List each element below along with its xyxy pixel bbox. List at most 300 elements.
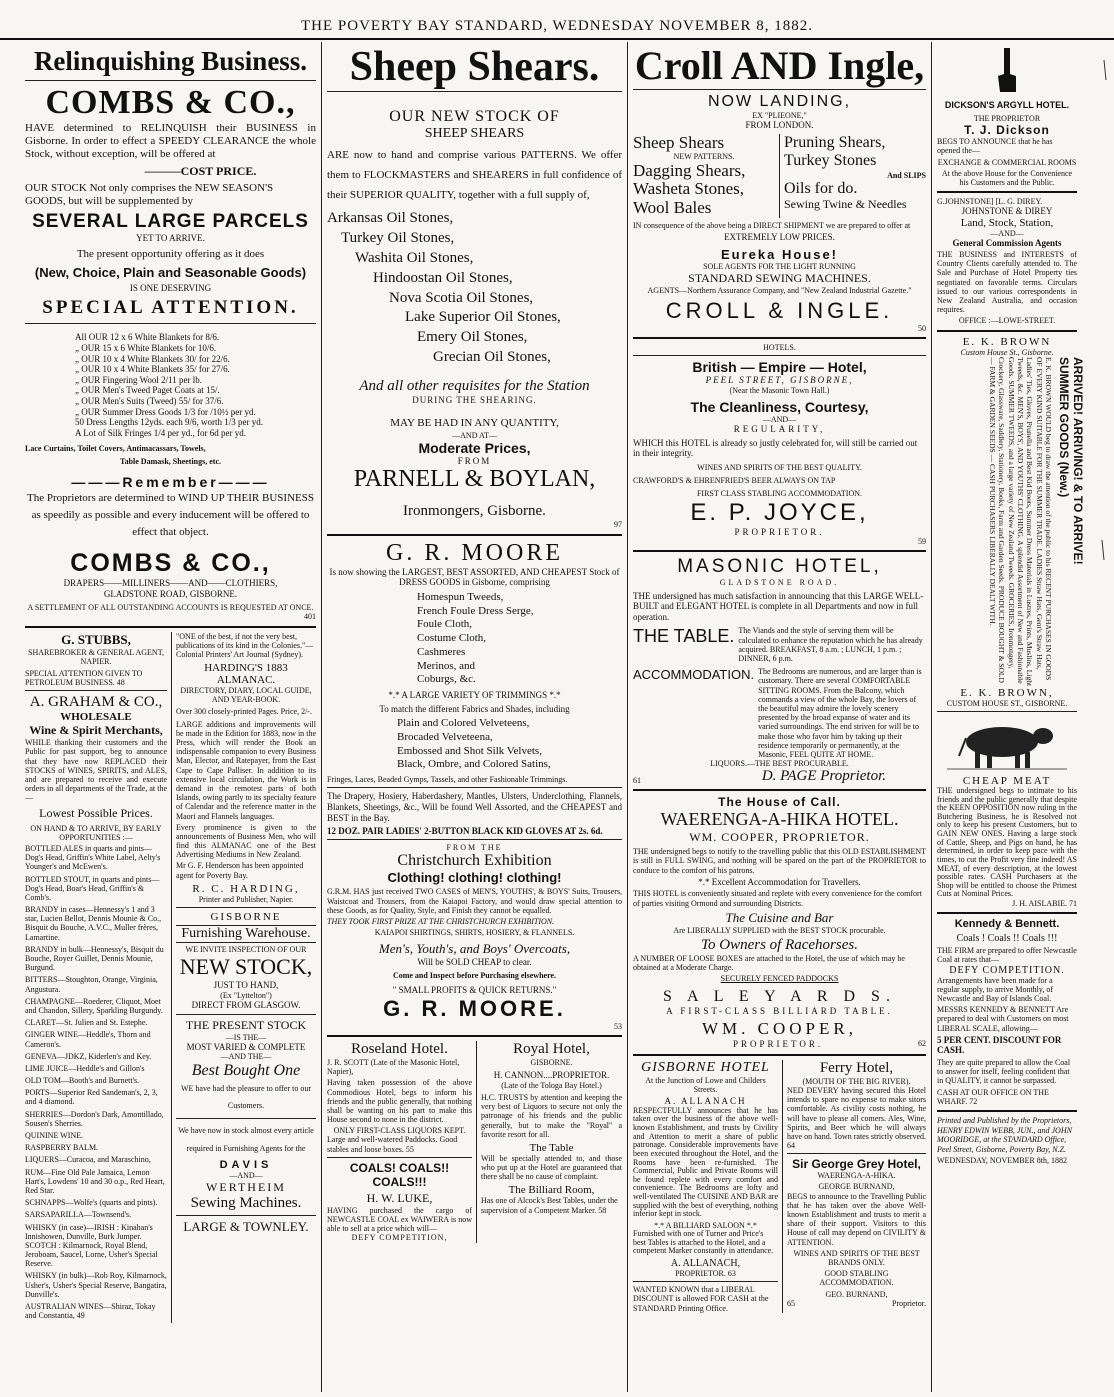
royal-title: Royal Hotel,	[513, 1040, 590, 1057]
during-shearing: DURING THE SHEARING.	[412, 394, 537, 405]
list-item: GENEVA—JDKZ, Kiderlen's and Key.	[25, 1051, 152, 1061]
column-1-lower	[25, 632, 316, 1324]
scott-text: Having taken possession of the above Commodious Hotel, begs to inform his friends and the public generally, that nothing shall be wanting on his part to make this House second to none in the district.	[327, 1078, 472, 1125]
list-item: Wool Bales	[633, 198, 712, 218]
sole-agents: SOLE AGENTS FOR THE LIGHT RUNNING	[703, 261, 856, 271]
list-item: „ OUR Fingering Wool 2/11 per lb.	[75, 374, 203, 385]
near-masonic: (Near the Masonic Town Hall.)	[729, 385, 830, 395]
masonic-hotel: MASONIC HOTEL,	[677, 556, 882, 578]
list-item: „ OUR 10 x 4 White Blankets 35/ for 27/6.	[75, 364, 230, 375]
convenience: At the above House for the Convenience his Customers and the Public.	[941, 168, 1073, 187]
discount: 5 PER CENT. DISCOUNT FOR CASH.	[937, 1034, 1062, 1056]
list-item: Washita Oil Stones,	[355, 249, 474, 266]
list-item: 50 Dress Lengths 12yds. each 9/6, worth 1/3 per yd.	[75, 417, 263, 428]
column-3-lower-left	[633, 1060, 778, 1313]
stubbs-name: G. STUBBS,	[61, 631, 131, 647]
list-item: LIME JUICE—Heddle's and Gillon's	[25, 1063, 145, 1073]
harding-subtitle: DIRECTORY, DIARY, LOCAL GUIDE, AND YEAR-BOOK.	[180, 686, 312, 705]
british-empire: British — Empire — Hotel,	[692, 359, 867, 376]
list-item: Black, Ombre, and Colored Satins,	[397, 758, 551, 771]
liquors: LIQUORS.—THE BEST PROCURABLE.	[710, 759, 849, 769]
brown-text: E. K. BROWN WOULD beg to draw the attention of the public to his RECENT PURCHASES IN GOODS OF EVERY KIND SUITABLE FOR THE SUMMER TRADE. LADIES Straw Hats, Gent's Straw Hats, Ladies' Ties, Gloves, Prunella and Best Kid Boots, Summer Dress Materials in Lustres, Prints, Muslins, Light Tweeds, &c. MEN'S, BOYS', AND YOUTHS' CLOTHING. A splendid Assortment of New and Fashionable Goods. SUMMER TWEEDS, and a large variety of New Zealand Tweeds. GROCERIES, Ironmongery, Crockery, Glassware, Saddlery, Stationery, Books, Farm and Garden Seeds. PRODUCE BOUGHT & SOLD — FARM & GARDEN SEEDS — CASH PURCHASERS LIBERALLY DEALT WITH.	[987, 356, 1054, 686]
list-item: BRANDY in bulk—Hennessy's, Bisquit du Bouche, Royer Guillet, Dennis Mounie, Burgund.	[25, 944, 164, 973]
list-item: Lake Superior Oil Stones,	[405, 309, 561, 326]
direct-glasgow: DIRECT FROM GLASGOW.	[191, 1000, 301, 1011]
harding-text-2: Every prominence is given to the announcements of Business Men, who will find this ALMANAC one of the Best Advertising Mediums in New Zealand.	[176, 822, 316, 860]
billiard-room: The Billiard Room,	[508, 1184, 595, 1197]
list-item: OLD TOM—Booth's and Burnett's.	[25, 1076, 140, 1086]
new-choice: (New, Choice, Plain and Seasonable Goods)	[34, 264, 307, 280]
devery-text: NED DEVERY having secured this Hotel intends to spare no expense to make sitors comfortable. As civility costs nothing, he will have to please all comers. Ales, Wine, Spirits, and Beer which he will always have on hand. Town rates strictly observed. 64	[787, 1085, 926, 1151]
list-item: Washeta Stones,	[633, 179, 744, 199]
summer-goods: SUMMER GOODS (New.)	[1056, 356, 1071, 498]
first-prize: THEY TOOK FIRST PRIZE AT THE CHRISTCHURCH EXHIBITION.	[327, 917, 555, 926]
allanach-text: RESPECTFULLY announces that he has taken over the business of the above well-known Establishment, and trusts by Civility and Attention to merit a share of public patronage. Considerable improvements have been executed throughout the Hotel, and the Rooms have been re-furnished. The Commercial, Public and Private Rooms will be found replete with every comfort and convenience. The Bedrooms are lofty and well-ventilated The CUISINE AND BAR are supplied with the best of everything, nothing inferior kept in stock.	[633, 1105, 778, 1219]
agents-line: AGENTS—Northern Assurance Company, and "New Zealand Industrial Gazette."	[647, 285, 912, 295]
gloves: 12 DOZ. PAIR LADIES' 2-BUTTON BLACK KID GLOVES AT 2s. 6d.	[327, 826, 603, 837]
cooper-proprietor: WM. COOPER, PROPRIETOR.	[689, 830, 870, 845]
list-item: And SLIPS	[887, 170, 926, 180]
list-item: Sheep Shears	[633, 132, 725, 152]
kennedy-bennett: Kennedy & Bennett.	[954, 918, 1060, 931]
brown-head: E. K. BROWN	[962, 335, 1052, 348]
column-2-lower-right	[476, 1041, 622, 1243]
gisborne-label: GISBORNE	[210, 911, 282, 924]
list-item: RUM—Fine Old Pale Jamaica, Lemon Hart's, Lowdens' 10 and 30 o.p., Red Heart, Red Star.	[25, 1167, 165, 1195]
list-item: „ OUR Men's Tweed Paget Coats at 15/.	[75, 385, 220, 396]
cash-wharf: CASH AT OUR OFFICE ON THE WHARF. 72	[937, 1087, 1049, 1106]
list-item: Emery Oil Stones,	[417, 329, 528, 346]
list-item: Arkansas Oil Stones,	[327, 210, 454, 227]
page-fold-marks	[1096, 60, 1110, 560]
cannon-name: H. CANNON....PROPRIETOR.	[493, 1070, 610, 1081]
ad-number: 97	[614, 520, 622, 530]
allanach-name-2: A. ALLANACH,	[670, 1257, 741, 1269]
brown-name-2: E. K. BROWN,	[960, 686, 1054, 699]
on-hand: ON HAND & TO ARRIVE, BY EARLY OPPORTUNITIES :—	[30, 823, 162, 842]
the-proprietor: THE PROPRIETOR	[973, 114, 1041, 123]
low-prices: EXTREMELY LOW PRICES.	[724, 231, 835, 242]
column-3	[628, 42, 932, 1392]
price-list	[25, 332, 316, 438]
mouth: (MOUTH OF THE BIG RIVER).	[802, 1076, 911, 1086]
graham-name: A. GRAHAM & CO.,	[29, 694, 163, 711]
argyll-hotel: DICKSON'S ARGYLL HOTEL.	[944, 100, 1070, 110]
messrs: MESSRS KENNEDY & BENNETT Are prepared to deal with Customers on most LIBERAL SCALE, allowing—	[937, 1005, 1069, 1033]
list-item: LIQUERS—Curacoa, and Maraschino,	[25, 1155, 151, 1165]
list-item: SHERRIES—Dordon's Dark, Amontillado, Sousen's Sherries.	[25, 1109, 164, 1128]
land-stock: Land, Stock, Station,	[960, 216, 1054, 229]
only-first: ONLY FIRST-CLASS LIQUORS KEPT.	[333, 1126, 466, 1136]
allanach-proprietor: PROPRIETOR. 63	[675, 1268, 736, 1278]
paddocks: Large and well-watered Paddocks. Good stables and loose boxes. 55	[327, 1135, 458, 1154]
masonic-text: THE undersigned has much satisfaction in announcing that this LARGE WELL-BUILT and ELEGANT HOTEL is complete in all Departments and now in full operation.	[633, 590, 924, 622]
ad-number: 62	[918, 1039, 926, 1049]
wind-up: The Proprietors are determined to WIND UP THEIR BUSINESS as speedily as possible and every inducement will be offered to effect that object.	[27, 491, 314, 538]
list-item: Cashmeres	[417, 645, 466, 658]
hc-text: H.C. TRUSTS by attention and keeping the very best of Liquors to secure not only the patronage of his friends and the public generally, but to make the "Royal" a favorite resort for all.	[481, 1092, 622, 1139]
harding-text: LARGE additions and improvements will be made in the Edition for 1883, now in the Press, which will render the Book an indispensable companion to every Business Man, Elector, and Ratepayer, from the East Cape to Cape Palliser. In addition to its extensive local circulation, the Work is in demand in the remotest parts of both Islands, owing partly to its specialty feature of Calendar and the reference matter in the Maori and Flannels languages.	[176, 719, 316, 821]
joyce-name: E. P. JOYCE,	[690, 498, 869, 526]
list-item: Merinos, and	[417, 659, 476, 672]
column-1-lower-right	[171, 632, 316, 1324]
business-text: THE BUSINESS and INTERESTS of Country Clients carefully attended to. The Sale and Purchase of Hotel Property ties negotiated on favorable terms. Circulars issued to our various correspondents in New Zealand Australia, and occasion requires.	[937, 250, 1077, 315]
and-label: —AND—	[762, 415, 797, 425]
several-parcels: SEVERAL LARGE PARCELS	[32, 210, 309, 232]
and-the: —AND THE—	[220, 1052, 272, 1062]
drapers: DRAPERS——MILLINERS——AND——CLOTHIERS,	[63, 577, 278, 588]
harding-title: HARDING'S 1883 ALMANAC.	[204, 662, 288, 687]
list-item: Dagging Shears,	[633, 160, 746, 180]
wines-spirits: WINES AND SPIRITS OF THE BEST QUALITY.	[697, 463, 862, 473]
from-the: FROM THE	[446, 843, 503, 853]
which-text: WHICH this HOTEL is already so justly celebrated for, will still be carried out in their integrity.	[633, 437, 918, 459]
defy-competition: DEFY COMPETITION.	[949, 964, 1065, 976]
stubbs-note: SPECIAL ATTENTION GIVEN TO PETROLEUM BUSINESS. 48	[25, 668, 143, 688]
sold-cheap: Will be SOLD CHEAP to clear.	[417, 957, 532, 968]
special-attention: SPECIAL ATTENTION.	[42, 297, 299, 319]
cooper-text: THE undersigned begs to notify to the travelling public that this OLD ESTABLISHMENT is still in FULL SWING, and nothing will be spared on the part of the PROPRIETOR to conduce to the comfort of his patrons.	[633, 847, 926, 875]
and-label: —AND—	[229, 1170, 263, 1180]
harding-name: R. C. HARDING,	[192, 882, 300, 895]
ad-number: 61	[633, 776, 641, 786]
house-of-call: The House of Call.	[718, 795, 841, 810]
list-item: CHAMPAGNE—Roederer, Cliquot, Moet and Chandon, Sillery, Sparkling Burgundy.	[25, 996, 163, 1015]
joyce-proprietor: PROPRIETOR.	[734, 526, 825, 537]
list-item: Turkey Stones	[784, 152, 877, 170]
list-item: Oils for do.	[784, 179, 858, 197]
moore-title: G. R. MOORE	[385, 539, 563, 566]
list-item: Grecian Oil Stones,	[433, 348, 551, 365]
clothing: Clothing! clothing! clothing!	[387, 870, 562, 886]
list-item: „ OUR 10 x 4 White Blankets 30/ for 22/6.	[75, 353, 230, 364]
loose-boxes: A NUMBER OF LOOSE BOXES are attached to the Hotel, the use of which may be obtained at a Moderate Charge.	[633, 954, 905, 973]
list-item: NEW PATTERNS.	[673, 152, 735, 162]
office: OFFICE :—LOWE-STREET.	[958, 316, 1056, 326]
we-have: We have now in stock almost every article required in Furnishing Agents for the	[178, 1125, 314, 1154]
column-3-lower-right	[782, 1060, 926, 1313]
burnand-name: GEORGE BURNAND,	[818, 1182, 895, 1192]
column-1	[20, 42, 322, 1392]
gisborne-hotel: GISBORNE HOTEL	[641, 1059, 770, 1075]
cuisine: The Cuisine and Bar	[725, 909, 834, 925]
large-townley: LARGE & TOWNLEY.	[183, 1218, 309, 1234]
croll-ingle-2: CROLL & INGLE.	[665, 297, 894, 323]
landing-goods	[633, 134, 926, 218]
ad-number: 401	[304, 612, 316, 622]
ex-plieone: EX "PLIEONE,"	[752, 111, 807, 120]
billiard-text: Has one of Alcock's Best Tables, under the supervision of a Competent Marker. 58	[481, 1196, 618, 1215]
exhibition: Christchurch Exhibition	[397, 852, 552, 870]
this-hotel: THIS HOTEL is conveniently situated and replete with every convenience for the comfort of parties visiting Ormond and surrounding Districts.	[633, 889, 922, 908]
imprint-date: WEDNESDAY, NOVEMBER 8th, 1882	[937, 1156, 1068, 1166]
and-label: —AND—	[990, 228, 1024, 238]
harding-quote: "ONE of the best, if not the very best, publications of its kind in the Colonies."—Colonial Printers' Art Journal (Sydney).	[176, 631, 314, 659]
sheep-shears-sub: SHEEP SHEARS	[424, 126, 525, 141]
billiard-table: A FIRST-CLASS BILLIARD TABLE.	[666, 1005, 893, 1016]
velvets-list	[327, 717, 622, 772]
present-stock: THE PRESENT STOCK	[185, 1017, 307, 1032]
wertheim: WERTHEIM	[206, 1179, 286, 1194]
exchange: EXCHANGE & COMMERCIAL ROOMS	[937, 157, 1077, 167]
standard-sewing: STANDARD SEWING MACHINES.	[688, 270, 871, 285]
moderate-prices: Moderate Prices,	[418, 439, 531, 456]
wines-best: WINES AND SPIRITS OF THE BEST BRANDS ONLY.	[793, 1248, 920, 1267]
list-item: All OUR 12 x 6 White Blankets for 8/6.	[75, 332, 220, 343]
the-table: The Table	[529, 1141, 574, 1154]
column-2	[322, 42, 628, 1392]
arrangements: Arrangements have been made for a regular supply, to arrive Monthly, of Newcastle and Bay of Islands Coal.	[937, 975, 1054, 1004]
list-item: Brocaded Velveteena,	[397, 730, 493, 743]
list-item: „ OUR Summer Dress Goods 1/3 for /10½ per yd.	[75, 406, 256, 417]
begs: BEGS TO ANNOUNCE that he has opened the—	[937, 137, 1053, 156]
ad-number: 59	[918, 537, 926, 547]
combs-title: COMBS & CO.,	[45, 84, 296, 121]
list-item: GINGER WINE—Heddle's, Thorn and Cameron's.	[25, 1030, 151, 1049]
is-the: —IS THE—	[225, 1032, 267, 1042]
table-block	[633, 626, 926, 663]
grm-text: G.R.M. HAS just received TWO CASES of MEN'S, YOUTHS', & BOYS' Suits, Trousers, Waistcoat and Trousers, from the Kaiapoi Factory, and would draw special attention to these Goods, as for Quality, Style, and Finish they cannot be equalled.	[327, 887, 622, 915]
list-item: BRANDY in cases—Hennessy's 1 and 3 star, Lucien Bellot, Dennis Mounie & Co., Bisquit du Bouche, A.V.C., Muller frères, Lamartine.	[25, 905, 162, 942]
our-stock: OUR STOCK Not only comprises the NEW SEASON'S GOODS, but will be supplemented by	[25, 181, 274, 207]
wine-list	[25, 844, 167, 1320]
column-3-lower	[633, 1060, 926, 1313]
list-item: WHISKY (in case)—IRISH : Kinahan's Innishowen, Dunville, Burk Jumper. SCOTCH : Kilmarnock, Royal Blend, Jeroboam, Saucel, Lorne, Usher's Special Reserve.	[25, 1222, 158, 1269]
landing-right	[779, 134, 926, 218]
brown-address-2: CUSTOM HOUSE ST., GISBORNE.	[946, 698, 1068, 708]
cooper-name: WM. COOPER,	[702, 1019, 857, 1039]
stabling: FIRST CLASS STABLING ACCOMMODATION.	[696, 489, 862, 499]
luke-text: HAVING purchased the cargo of NEWCASTLE COAL ex WAIWERA is now able to sell at a price which will—	[327, 1205, 472, 1234]
harding-pages: Over 300 closely-printed Pages. Price, 2/-.	[176, 707, 312, 717]
ad-number: 50	[918, 323, 926, 333]
landing-left	[633, 134, 775, 218]
ferry-hotel: Ferry Hotel,	[819, 1059, 894, 1076]
most-varied: MOST VARIED & COMPLETE	[186, 1041, 306, 1052]
accommodation-text: The Bedrooms are numerous, and are larger than is customary. There are several COMFORTABLE SITTING ROOMS. From the Balcony, which commands a view of the whole Bay, the lovers of the beautiful may admire the lovely scenery presented by the broad expanse of water and its varied surroundings. The end striven for will be to make those who favor him by taking up their residence temporarily or permanently, at the Masonic, FEEL QUITE AT HOME.	[758, 667, 922, 759]
eureka-house: Eureka House!	[720, 246, 839, 262]
table-text: Will be specially attended to, and those who put up at the Hotel are guaranteed that there shall be no cause of complaint.	[481, 1153, 622, 1182]
our-new-stock: OUR NEW STOCK OF	[389, 108, 560, 125]
page-proprietor-row	[633, 768, 926, 785]
sheep-shears-heading: Sheep Shears.	[349, 44, 600, 90]
lowest-prices: Lowest Possible Prices.	[39, 805, 153, 820]
firm-text: THE FIRM are prepared to offer Newcastle Coal at rates that—	[937, 946, 1077, 965]
list-item: Coburgs, &c.	[417, 673, 476, 686]
ad-number: 53	[614, 1021, 622, 1031]
coals-line: Coals ! Coals !! Coals !!!	[956, 933, 1058, 945]
best-bought: Best Bought One	[191, 1061, 301, 1079]
may-be-had: MAY BE HAD IN ANY QUANTITY,	[390, 417, 559, 430]
brown-address: Custom House St., Gisborne.	[960, 347, 1054, 357]
johnstone-direy: JOHNSTONE & DIREY	[961, 206, 1053, 217]
come-inspect: Come and Inspect before Purchasing elsewhere.	[392, 970, 557, 980]
grey-hotel: Sir George Grey Hotel,	[792, 1157, 921, 1172]
cow-icon	[947, 716, 1067, 771]
brown-rotated-text	[988, 357, 1085, 687]
wanted-known: WANTED KNOWN that a LIBERAL DISCOUNT is allowed FOR CASH at the STANDARD Printing Office.	[633, 1285, 769, 1313]
goods-line-2: Table Damask, Sheetings, etc.	[119, 456, 222, 466]
list-item: BITTERS—Stoughton, Orange, Virginia, Angustura.	[25, 975, 158, 994]
grey-waerenga: WAERENGA-A-HIKA.	[817, 1171, 896, 1181]
moore-intro: Is now showing the LARGEST, BEST ASSORTED, AND CHEAPEST Stock of DRESS GOODS in Gisborne, comprising	[329, 566, 620, 588]
table-text: The Viands and the style of serving them will be calculated to enhance the reputation which he has already acquired. BREAKFAST, 8 a.m. ; LUNCH, 1 p.m. ; DINNER, 6 p.m.	[738, 626, 923, 664]
from-label: FROM	[457, 455, 492, 466]
list-item: „ OUR Men's Suits (Tweed) 55/ for 37/6.	[75, 396, 224, 406]
list-item: A Lot of Silk Fringes 1/4 per yd., for 6d per yd.	[75, 427, 246, 438]
lyttelton: (Ex "Lyttelton")	[220, 990, 272, 1000]
now-landing: NOW LANDING,	[707, 93, 852, 110]
peel-street: PEEL STREET, GISBORNE,	[705, 375, 854, 386]
list-item: Embossed and Shot Silk Velvets,	[397, 744, 542, 757]
scott-name: J. R. SCOTT (Late of the Masonic Hotel, Napier),	[327, 1057, 460, 1077]
yet-to-arrive: YET TO ARRIVE.	[136, 232, 205, 243]
stubbs-title: SHAREBROKER & GENERAL AGENT, NAPIER.	[28, 647, 164, 666]
list-item: WHISKY (in bulk)—Rob Roy, Kilmarnock, Usher's, Usher's Special Reserve, Bangatira, Dunville's.	[25, 1271, 167, 1299]
oil-stones	[327, 209, 622, 367]
good-stabling: GOOD STABLING ACCOMMODATION.	[819, 1269, 894, 1288]
waerenga-hotel: WAERENGA-A-HIKA HOTEL.	[660, 809, 899, 830]
list-item: PORTS—Superior Red Sandeman's, 2, 3, and 4 diamond.	[25, 1088, 158, 1107]
list-item: „ OUR 15 x 6 White Blankets for 10/6.	[75, 342, 217, 353]
burnand-footer	[787, 1299, 926, 1308]
excellent: *.* Excellent Accommodation for Travellers.	[698, 876, 861, 887]
cooper-proprietor-2: PROPRIETOR.	[733, 1039, 824, 1050]
new-stock: NEW STOCK,	[179, 954, 313, 980]
drapery: The Drapery, Hosiery, Haberdashery, Mantles, Ulsters, Underclothing, Flannels, Blankets, Sheetings, &c., Will be found Well Assorted, and the CHEAPEST and BEST in the Bay.	[327, 791, 622, 823]
gladstone-road: GLADSTONE ROAD, GISBORNE.	[103, 588, 238, 599]
just-to-hand: JUST TO HAND,	[213, 980, 279, 991]
coals-title: COALS! COALS!! COALS!!!	[349, 1160, 450, 1189]
graham-text: WHILE thanking their customers and the Public for past support, beg to announce that they have now REPLACED their STOCKS of WINES, SPIRITS, and ALES, and are prepared to receive and execute orders in all departments of the Trade, at the—	[25, 738, 167, 803]
junction: At the Junction of Lowe and Childers Streets.	[645, 1075, 766, 1094]
the-table-label: THE TABLE.	[633, 626, 735, 647]
list-item: BOTTLED ALES in quarts and pints—Dog's Head, Griffin's White Label, Aelty's Younger's and McEwen's.	[25, 843, 161, 872]
list-item: Sewing Twine & Needles	[784, 197, 907, 212]
luke-name: H. W. LUKE,	[366, 1190, 433, 1205]
masthead: THE POVERTY BAY STANDARD, WEDNESDAY NOVEMBER 8, 1882.	[0, 0, 1114, 40]
cheap-meat: CHEAP MEAT	[962, 774, 1052, 787]
list-item: Homespun Tweeds,	[417, 590, 504, 603]
burnand-name-2: GEO. BURNAND,	[825, 1289, 888, 1299]
cooper-footer	[633, 1039, 926, 1050]
combs-title-2: COMBS & CO.,	[70, 548, 271, 577]
list-item: QUININE WINE.	[25, 1131, 84, 1141]
present-opportunity: The present opportunity offering as it does	[76, 247, 265, 260]
pleasure: WE have had the pleasure to offer to our Customers.	[180, 1083, 312, 1111]
list-item: French Foule Dress Serge,	[417, 604, 534, 617]
column-2-lower-left	[327, 1041, 472, 1243]
fenced: SECURELY FENCED PADDOCKS	[720, 974, 839, 984]
owners-racehorses: To Owners of Racehorses.	[701, 937, 858, 954]
list-item: BOTTLED STOUT, in quarts and pints—Dog's Head, Boar's Head, Griffin's & Comb's.	[25, 874, 160, 902]
regularity: REGULARITY,	[733, 424, 826, 435]
parnell-boylan: PARNELL & BOYLAN,	[353, 466, 596, 493]
trimmings: *.* A LARGE VARIETY OF TRIMMINGS *.*	[388, 690, 561, 701]
list-item: SCHNAPPS—Wolfe's (quarts and pints).	[25, 1198, 158, 1208]
fabrics-list	[327, 591, 622, 687]
column-2-lower	[327, 1041, 622, 1243]
davis: DAVIS	[219, 1158, 273, 1171]
list-item: AUSTRALIAN WINES—Shiraz, Tokay and Constantia, 49	[25, 1302, 156, 1321]
sale-yards: S A L E Y A R D S.	[663, 987, 896, 1005]
crawford: CRAWFORD'S & EHRENFRIED'S BEER ALWAYS ON TAP	[633, 476, 836, 486]
cleanliness: The Cleanliness, Courtesy,	[690, 399, 869, 416]
column-1-lower-left	[25, 632, 167, 1324]
furnishing-warehouse: Furnishing Warehouse.	[176, 925, 316, 943]
burnand-proprietor: Proprietor.	[892, 1298, 926, 1308]
partner-names: G.JOHNSTONE] [L. G. DIREY.	[937, 197, 1043, 207]
relinquishing-heading: Relinquishing Business.	[33, 46, 308, 76]
wholesale: WHOLESALE	[60, 711, 132, 724]
overcoats: Men's, Youth's, and Boys' Overcoats,	[378, 941, 571, 957]
remember: ———Remember———	[71, 473, 270, 490]
harding-agent: Mr G. F. Henderson has been appointed agent for Poverty Bay.	[176, 861, 304, 880]
liberal: Are LIBERALLY SUPPLIED with the BEST STOCK procurable.	[673, 925, 886, 935]
combs-intro: HAVE determined to RELINQUISH their BUSINESS in Gisborne. In order to effect a SPEEDY CLEARANCE the whole Stock, without exception, will be offered at	[25, 122, 316, 161]
consequence: IN consequence of the above being a DIRECT SHIPMENT we are prepared to offer at	[633, 220, 911, 230]
list-item: Costume Cloth,	[417, 632, 487, 645]
and-at: —AND AT—	[452, 430, 497, 440]
pointing-hand-icon	[992, 46, 1022, 96]
roseland-title: Roseland Hotel.	[351, 1040, 448, 1057]
list-item: CLARET—St. Julien and St. Estephe.	[25, 1018, 148, 1028]
harding-publisher: Printer and Publisher, Napier.	[198, 894, 294, 904]
cost-price: ———COST PRICE.	[144, 163, 257, 178]
list-item: Nova Scotia Oil Stones,	[389, 289, 534, 306]
allanach-name: A. ALLANACH	[664, 1096, 747, 1107]
list-item: RASPBERRY BALM.	[25, 1143, 99, 1153]
commission-agents: General Commission Agents	[952, 238, 1062, 249]
shears-text: ARE now to hand and comprise various PATTERNS. We offer them to FLOCKMASTERS and SHEARERS in full confidence of their SUPERIOR QUALITY, together with a full supply of,	[327, 149, 622, 201]
sewing-machines: Sewing Machines.	[190, 1194, 302, 1211]
aislabie: J. H. AISLABIE. 71	[1012, 899, 1077, 909]
cannon-late: (Late of the Tologa Bay Hotel.)	[501, 1080, 602, 1090]
and-all-other: And all other requisites for the Station	[359, 377, 590, 394]
croll-ingle-heading: Croll AND Ingle,	[634, 43, 925, 88]
masonic-road: GLADSTONE ROAD.	[719, 578, 840, 588]
defy-competition: DEFY COMPETITION,	[351, 1233, 448, 1243]
fringes: Fringes, Laces, Beaded Gymps, Tassels, and other Fashionable Trimmings.	[327, 775, 568, 785]
list-item: Turkey Oil Stones,	[341, 230, 455, 247]
list-item: SARSAPARILLA—Townsend's.	[25, 1210, 132, 1220]
page-proprietor: D. PAGE Proprietor.	[761, 768, 886, 785]
accommodation-label: ACCOMMODATION.	[633, 667, 755, 683]
hotels-label: HOTELS.	[763, 343, 796, 353]
ironmongers: Ironmongers, Gisborne.	[403, 503, 546, 520]
moore-title-2: G. R. MOORE.	[383, 995, 566, 1021]
column-4	[932, 42, 1085, 1392]
goods-line-1: Lace Curtains, Toilet Covers, Antimacassars, Towels,	[25, 444, 206, 454]
invite: WE INVITE INSPECTION OF OUR	[185, 945, 307, 955]
brown-rotated-ad	[937, 356, 1085, 687]
accommodation-block	[633, 667, 926, 759]
billiard-saloon: *.* A BILLIARD SALOON *.*	[654, 1220, 757, 1230]
royal-gisborne: GISBORNE.	[530, 1057, 573, 1067]
is-one-deserving: IS ONE DESERVING	[129, 282, 212, 293]
arrived: ARRIVED! ARRIVING! & TO ARRIVE!	[1071, 356, 1085, 565]
from-london: FROM LONDON.	[745, 120, 814, 131]
list-item: Foule Cloth,	[417, 618, 473, 631]
settlement: A SETTLEMENT OF ALL OUTSTANDING ACCOUNTS IS REQUESTED AT ONCE.	[27, 603, 314, 613]
wine-merchants: Wine & Spirit Merchants,	[29, 723, 163, 738]
small-profits: " SMALL PROFITS & QUICK RETURNS."	[392, 985, 557, 996]
list-item: Pruning Shears,	[784, 133, 886, 151]
meat-text: THE undersigned begs to intimate to his friends and the public generally that despite the KEEN OPPOSITION now ruling in the Butchering Business, he is Resolved not only to keep his present Customers, but to GAIN NEW ONES. Having a large stock of Cattle, Sheep, and Pigs on hand, he has determined, in order to keep pace with the times, to cut the Profit very fine indeed! AS MEAT, of every description, at the lowest possible rates. CASH Purchasers at the Shop will be entitled to choose the Primest Cuts at Nominal Prices.	[937, 785, 1077, 899]
list-item: Plain and Colored Velveteens,	[397, 717, 530, 730]
list-item: Hindoostan Oil Stones,	[373, 269, 513, 286]
ad-number: 65	[787, 1298, 795, 1308]
